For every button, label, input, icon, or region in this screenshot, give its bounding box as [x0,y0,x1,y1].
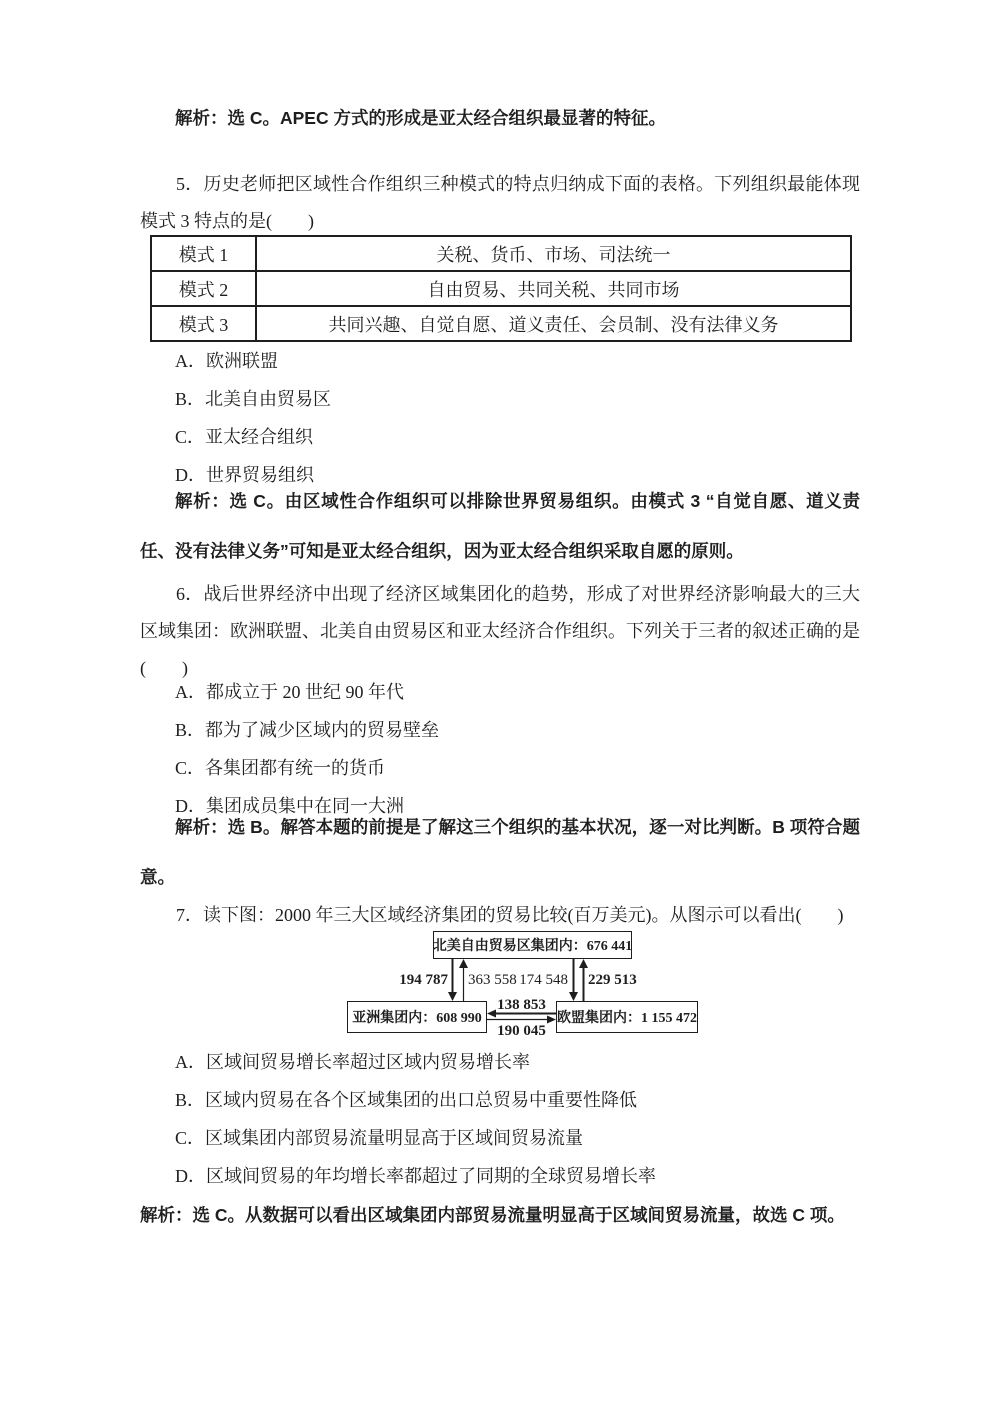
mode-2-features: 自由贸易、共同关税、共同市场 [256,271,851,306]
flow-label-asia-to-nafta: 363 558 [468,972,517,988]
mode-1-label: 模式 1 [151,236,256,271]
asia-box: 亚洲集团内：608 990 [347,1001,487,1033]
arrow-asia-to-nafta [459,959,468,1001]
q5-stem: 5．历史老师把区域性合作组织三种模式的特点归纳成下面的表格。下列组织最能体现模式 3 特点的是( ) [140,174,860,231]
flow-label-eu-to-asia: 138 853 [497,997,546,1013]
nafta-box: 北美自由贸易区集团内：676 441 [433,931,632,959]
eu-box: 欧盟集团内：1 155 472 [556,1001,698,1033]
q6-option-d: D．集团成员集中在同一大洲 [175,796,404,816]
trade-diagram [140,931,860,1043]
flow-label-nafta-to-asia: 194 787 [399,972,448,988]
arrow-nafta-to-asia [448,959,457,1001]
q4-analysis: 解析：选 C。APEC 方式的形成是亚太经合组织最显著的特征。 [175,108,666,128]
q7-options [140,1043,860,1195]
q5-option-a: A．欧洲联盟 [175,351,278,371]
q7-option-c: C．区域集团内部贸易流量明显高于区域间贸易流量 [175,1128,584,1148]
q6-option-a: A．都成立于 20 世纪 90 年代 [175,682,404,702]
q5-analysis: 解析：选 C。由区域性合作组织可以排除世界贸易组织。由模式 3 “自觉自愿、道义责任、没有法律义务”可知是亚太经合组织，因为亚太经合组织采取自愿的原则。 [140,491,860,561]
q7-analysis: 解析：选 C。从数据可以看出区域集团内部贸易流量明显高于区域间贸易流量，故选 C 项。 [140,1205,845,1225]
table-row [151,306,851,341]
q6-option-c: C．各集团都有统一的货币 [175,758,386,778]
q5-option-d: D．世界贸易组织 [175,465,314,485]
table-row [151,271,851,306]
table-row [151,236,851,271]
q5-option-c: C．亚太经合组织 [175,427,314,447]
arrow-eu-to-nafta [579,959,588,1001]
q7-option-a: A．区域间贸易增长率超过区域内贸易增长率 [175,1052,530,1072]
q5-options [140,342,860,494]
q6-analysis: 解析：选 B。解答本题的前提是了解这三个组织的基本状况，逐一对比判断。B 项符合题意。 [140,817,860,887]
mode-3-features: 共同兴趣、自觉自愿、道义责任、会员制、没有法律义务 [256,306,851,341]
mode-1-features: 关税、货币、市场、司法统一 [256,236,851,271]
q7-option-d: D．区域间贸易的年均增长率都超过了同期的全球贸易增长率 [175,1166,656,1186]
mode-3-label: 模式 3 [151,306,256,341]
flow-label-asia-to-eu: 190 045 [497,1023,546,1039]
mode-2-label: 模式 2 [151,271,256,306]
q5-mode-table [150,235,852,342]
q7-option-b: B．区域内贸易在各个区域集团的出口总贸易中重要性降低 [175,1090,638,1110]
q6-option-b: B．都为了减少区域内的贸易壁垒 [175,720,440,740]
q7-stem: 7．读下图：2000 年三大区域经济集团的贸易比较(百万美元)。从图示可以看出( ) [176,905,844,925]
flow-label-nafta-to-eu: 174 548 [519,972,568,988]
arrow-nafta-to-eu [569,959,578,1001]
q5-option-b: B．北美自由贸易区 [175,389,332,409]
q6-stem: 6．战后世界经济中出现了经济区域集团化的趋势，形成了对世界经济影响最大的三大区域集团：欧洲联盟、北美自由贸易区和亚太经济合作组织。下列关于三者的叙述正确的是( ) [140,584,860,678]
flow-label-eu-to-nafta: 229 513 [588,972,637,988]
